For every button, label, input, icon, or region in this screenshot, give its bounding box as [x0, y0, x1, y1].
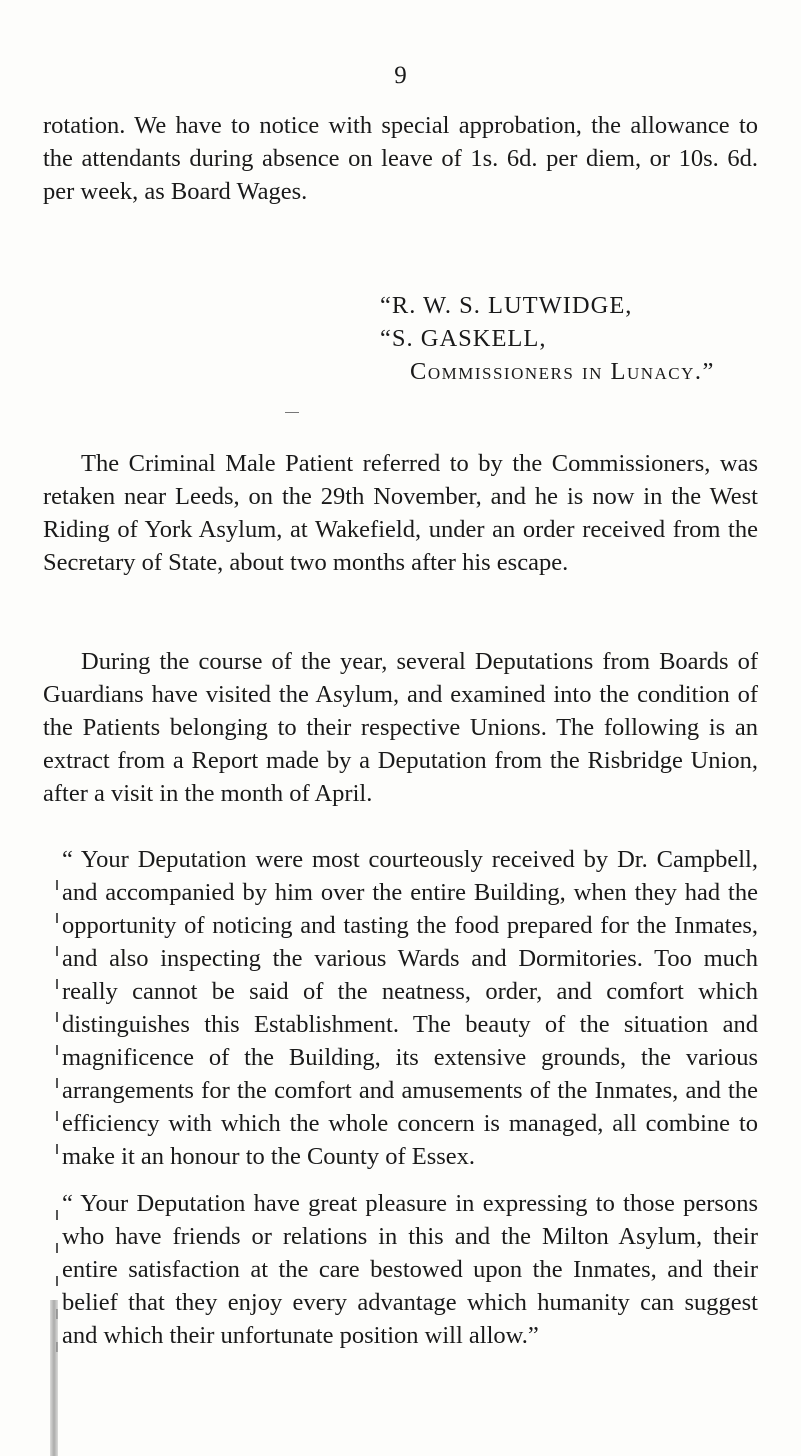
margin-mark [50, 1243, 58, 1253]
margin-mark [50, 1210, 58, 1220]
margin-mark [50, 1276, 58, 1286]
margin-mark [50, 979, 58, 989]
margin-mark [50, 1012, 58, 1022]
margin-mark [50, 946, 58, 956]
margin-mark [50, 880, 58, 890]
paragraph-deputations: During the course of the year, several Deputations from Boards of Guardians have visited the Asylum, and examined into the condition of the Patients belonging to their respective Unions. The following is an extract from a Report made by a Deputation from the Risbridge Union, after a visit in the month of April. [43, 648, 758, 807]
page-number: 9 [394, 62, 407, 89]
quote-deputation-visit: “ Your Deputation were most courteously received by Dr. Campbell, and accompanied by him over the entire Building, when they had the opportunity of noticing and tasting the food prepared for the Inmates, and also inspecting the various Wards and Dormitories. Too much really cannot be said of the neatness, order, and comfort which distinguishes this Establishment. The beauty of the situation and magnificence of the Building, its extensive grounds, the various arrangements for the comfort and amusements of the Inmates, and the efficiency with which the whole concern is managed, all combine to make it an honour to the County of Essex. [62, 846, 758, 1170]
margin-mark [50, 913, 58, 923]
signature-gaskell: “S. GASKELL, [380, 325, 547, 352]
quote-deputation-satisfaction: “ Your Deputation have great pleasure in expressing to those persons who have friends or relations in this and the Milton Asylum, their entire satisfaction at the care bestowed upon the Inmates, and their belief that they enjoy every advantage which humanity can suggest and which their unfortunate position will allow.” [62, 1190, 758, 1349]
margin-mark [50, 1111, 58, 1121]
signature-title: Commissioners in Lunacy.” [410, 358, 715, 385]
margin-mark [50, 1078, 58, 1088]
binding-shadow [50, 1300, 58, 1456]
margin-mark [50, 1045, 58, 1055]
paragraph-criminal-patient: The Criminal Male Patient referred to by the Commissioners, was retaken near Leeds, on the 29th November, and he is now in the West Riding of York Asylum, at Wakefield, under an order received from the Secretary of State, about two months after his escape. [43, 450, 758, 576]
margin-mark [50, 1144, 58, 1154]
section-divider [285, 412, 299, 413]
paragraph-board-wages: rotation. We have to notice with special approbation, the allowance to the attendants during absence on leave of 1s. 6d. per diem, or 10s. 6d. per week, as Board Wages. [43, 112, 758, 205]
signature-lutwidge: “R. W. S. LUTWIDGE, [380, 292, 633, 319]
